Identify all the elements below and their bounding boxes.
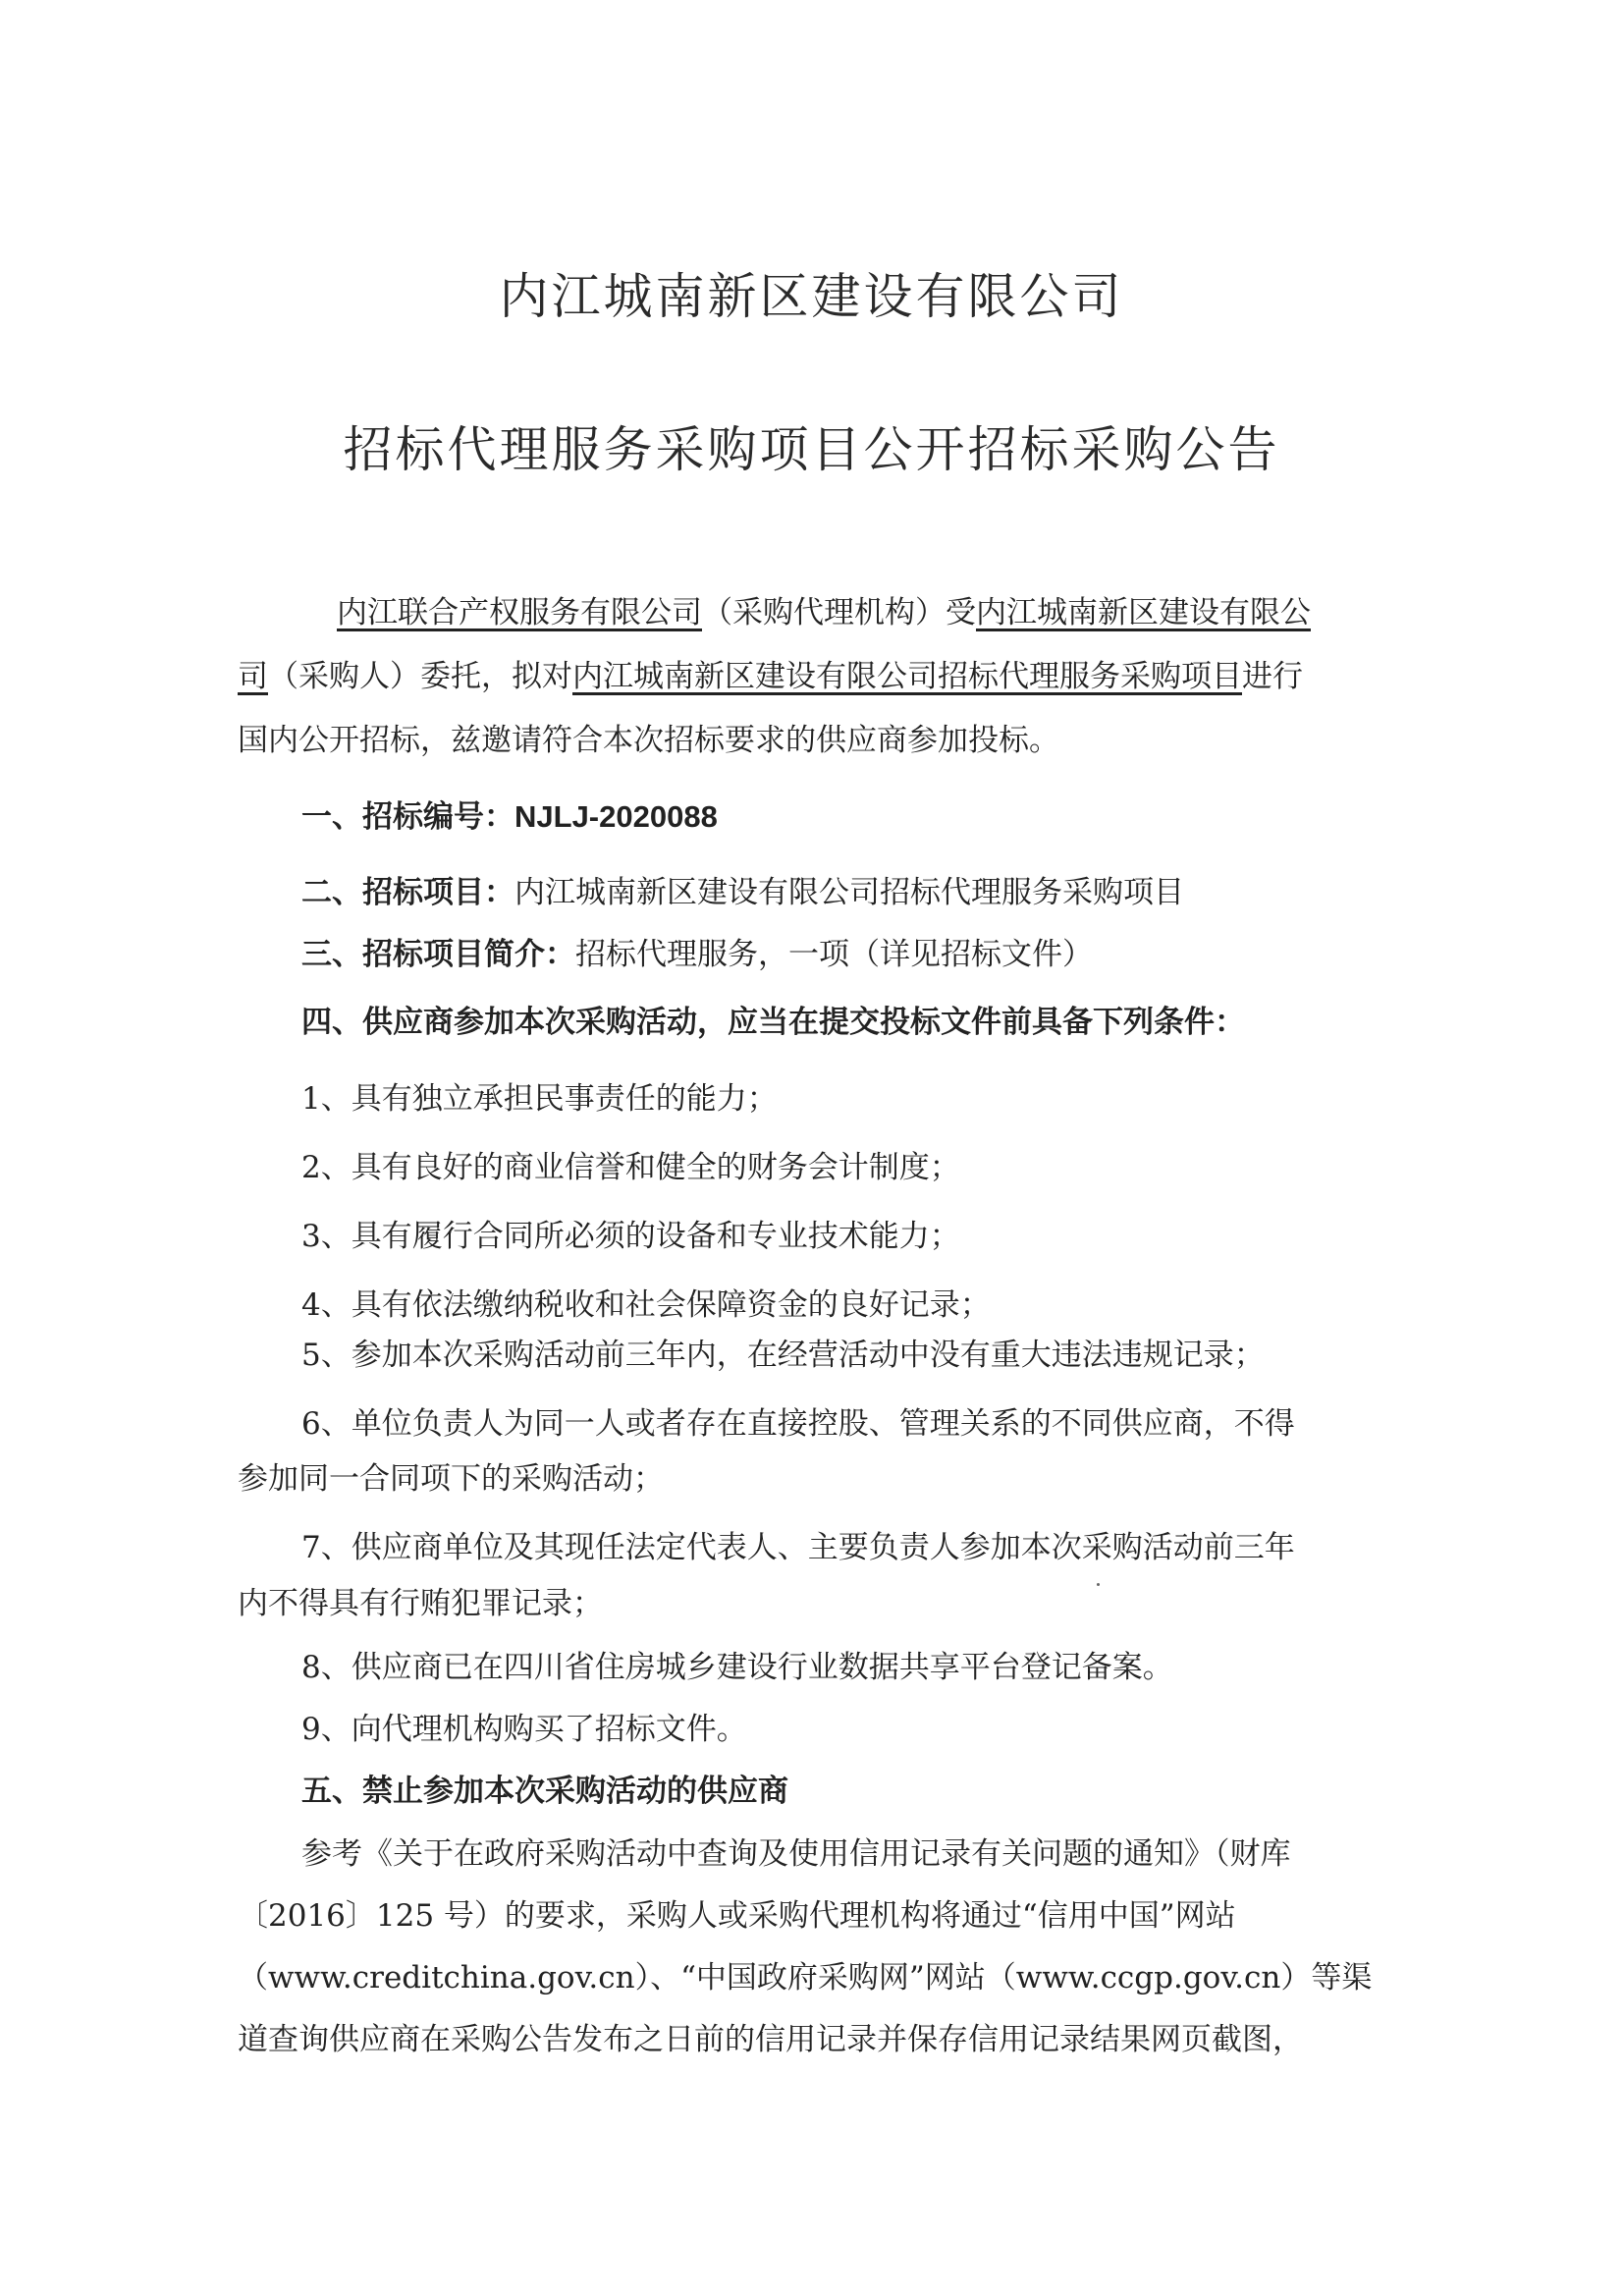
condition-6-line-2: 参加同一合同项下的采购活动； (238, 1461, 664, 1497)
section-4-heading: 四、供应商参加本次采购活动，应当在提交投标文件前具备下列条件： (301, 1005, 1245, 1040)
project-tail: 进行 (1242, 659, 1303, 694)
section-2-label: 二、招标项目： (301, 875, 514, 910)
title-announcement: 招标代理服务采购项目公开招标采购公告 (343, 421, 1280, 478)
purchaser-name-b: 司 (238, 659, 268, 694)
condition-9: 9、向代理机构购买了招标文件。 (301, 1712, 747, 1747)
tender-number: NJLJ-2020088 (514, 799, 718, 834)
intro-line-1 (337, 587, 1311, 631)
scan-speck (1097, 1583, 1100, 1586)
condition-4: 4、具有依法缴纳税收和社会保障资金的良好记录； (301, 1287, 991, 1323)
project-brief: 招标代理服务，一项（详见招标文件） (575, 937, 1093, 972)
section-3-label: 三、招标项目简介： (301, 937, 575, 972)
condition-6-line-1: 6、单位负责人为同一人或者存在直接控股、管理关系的不同供应商，不得 (301, 1406, 1295, 1442)
section-3 (301, 929, 1093, 973)
condition-7-line-1: 7、供应商单位及其现任法定代表人、主要负责人参加本次采购活动前三年 (301, 1530, 1295, 1565)
condition-7-line-2: 内不得具有行贿犯罪记录； (238, 1586, 603, 1621)
purchaser-name-a: 内江城南新区建设有限公 (976, 595, 1311, 630)
intro-line-2 (238, 651, 1303, 695)
condition-1: 1、具有独立承担民事责任的能力； (301, 1081, 778, 1117)
project-name: 内江城南新区建设有限公司招标代理服务采购项目 (572, 659, 1242, 694)
para5-line-4: 道查询供应商在采购公告发布之日前的信用记录并保存信用记录结果网页截图， (238, 2022, 1303, 2057)
condition-2: 2、具有良好的商业信誉和健全的财务会计制度； (301, 1150, 960, 1185)
section-1-label: 一、招标编号： (301, 799, 514, 835)
section-2 (301, 867, 1184, 911)
section-5-heading: 五、禁止参加本次采购活动的供应商 (301, 1774, 788, 1809)
condition-8: 8、供应商已在四川省住房城乡建设行业数据共享平台登记备案。 (301, 1650, 1173, 1685)
section-1 (301, 792, 718, 836)
intro-line-3: 国内公开招标，兹邀请符合本次招标要求的供应商参加投标。 (238, 723, 1059, 758)
agency-name: 内江联合产权服务有限公司 (337, 595, 702, 630)
tender-project: 内江城南新区建设有限公司招标代理服务采购项目 (514, 875, 1184, 910)
condition-5: 5、参加本次采购活动前三年内，在经营活动中没有重大违法违规记录； (301, 1338, 1265, 1373)
condition-3: 3、具有履行合同所必须的设备和专业技术能力； (301, 1219, 960, 1254)
para5-line-3: （www.creditchina.gov.cn）、“中国政府采购网”网站（www.ccgp.gov.cn）等渠 (238, 1960, 1373, 1995)
para5-line-1: 参考《关于在政府采购活动中查询及使用信用记录有关问题的通知》（财库 (301, 1836, 1291, 1872)
para5-line-2: 〔2016〕125 号）的要求，采购人或采购代理机构将通过“信用中国”网站 (238, 1898, 1236, 1934)
title-company: 内江城南新区建设有限公司 (499, 268, 1124, 325)
purchaser-role: （采购人）委托，拟对 (268, 659, 572, 694)
agency-role: （采购代理机构）受 (702, 595, 976, 630)
